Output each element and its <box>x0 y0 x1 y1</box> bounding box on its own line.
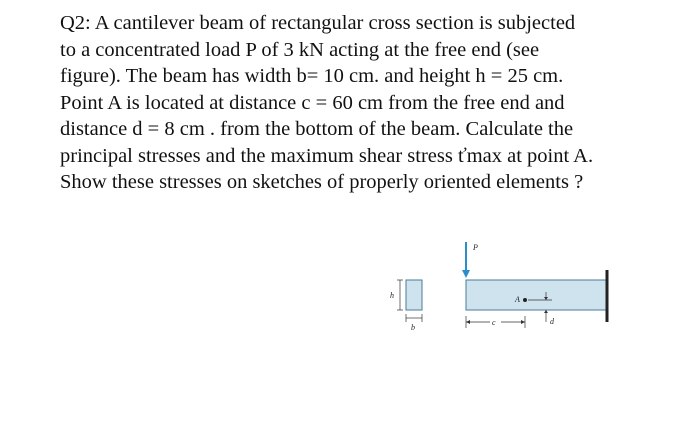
load-arrow <box>462 242 478 278</box>
load-label: P <box>473 243 478 252</box>
height-label: h <box>390 291 394 300</box>
beam-figure-svg <box>370 236 620 346</box>
question-text <box>60 10 690 196</box>
d-label: d <box>550 317 554 326</box>
width-label: b <box>411 323 415 332</box>
dimension-c <box>466 316 525 328</box>
question-line-5: distance d = 8 cm . from the bottom of the beam. Calculate the <box>60 118 574 140</box>
c-arrow-right <box>521 320 525 324</box>
question-line-7: Show these stresses on sketches of properly oriented elements ? <box>60 171 584 193</box>
load-arrow-head <box>462 270 470 278</box>
question-line-4: Point A is located at distance c = 60 cm from the free end and <box>60 91 565 114</box>
question-line-2: to a concentrated load P of 3 kN acting at the free end (see <box>60 38 540 61</box>
cross-section-rect <box>406 280 422 310</box>
cross-section <box>390 280 422 332</box>
c-label: c <box>492 318 496 327</box>
point-a-dot <box>523 298 527 302</box>
question-line-3: figure). The beam has width b= 10 cm. and height h = 25 cm. <box>60 65 564 87</box>
beam-figure <box>370 236 620 346</box>
question-line-6: principal stresses and the maximum shear stress ťmax at point A. <box>60 144 594 167</box>
c-arrow-left <box>466 320 470 324</box>
question-line-1: Q2: A cantilever beam of rectangular cross section is subjected <box>60 12 576 34</box>
beam-body <box>466 280 606 310</box>
point-a-label: A <box>515 295 520 304</box>
